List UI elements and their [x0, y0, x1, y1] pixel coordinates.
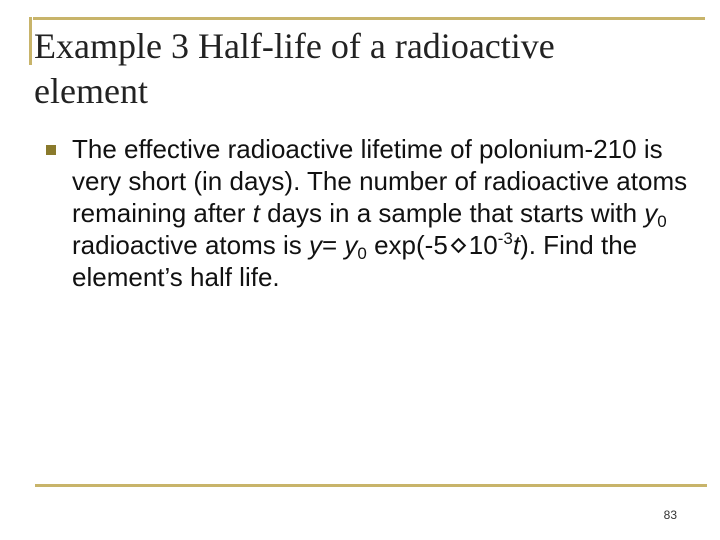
bullet-text-part2: days in a sample that starts with — [259, 198, 645, 228]
variable-y-rhs: y — [344, 230, 358, 260]
variable-t-exp: t — [512, 230, 521, 260]
bullet-square-icon — [46, 145, 56, 155]
slide-title: Example 3 Half-life of a radioactive element — [34, 26, 555, 111]
bullet-text-part4: ). Find the element’s half life. — [72, 230, 638, 292]
left-rule — [29, 17, 32, 65]
bullet-text — [72, 133, 692, 293]
variable-t: t — [252, 198, 260, 228]
bullet-text-part3: radioactive atoms is — [72, 230, 309, 260]
ten-base: 10 — [468, 230, 498, 260]
page-number: 83 — [663, 508, 677, 522]
top-rule — [33, 17, 705, 20]
subscript-zero: 0 — [657, 212, 667, 231]
variable-y: y — [644, 198, 658, 228]
subscript-zero-rhs: 0 — [357, 244, 367, 263]
diamond-multiply-icon — [451, 238, 467, 254]
bullet-text-part1: The effective radioactive lifetime of polonium-210 is very short (in days). The number of radioactive atoms remaining after — [72, 134, 688, 228]
bottom-rule — [35, 484, 707, 487]
superscript-exponent: -3 — [497, 229, 513, 248]
variable-y-eq: y — [308, 230, 322, 260]
exp-open: exp(-5 — [366, 230, 448, 260]
equals-sign: = — [321, 230, 345, 260]
